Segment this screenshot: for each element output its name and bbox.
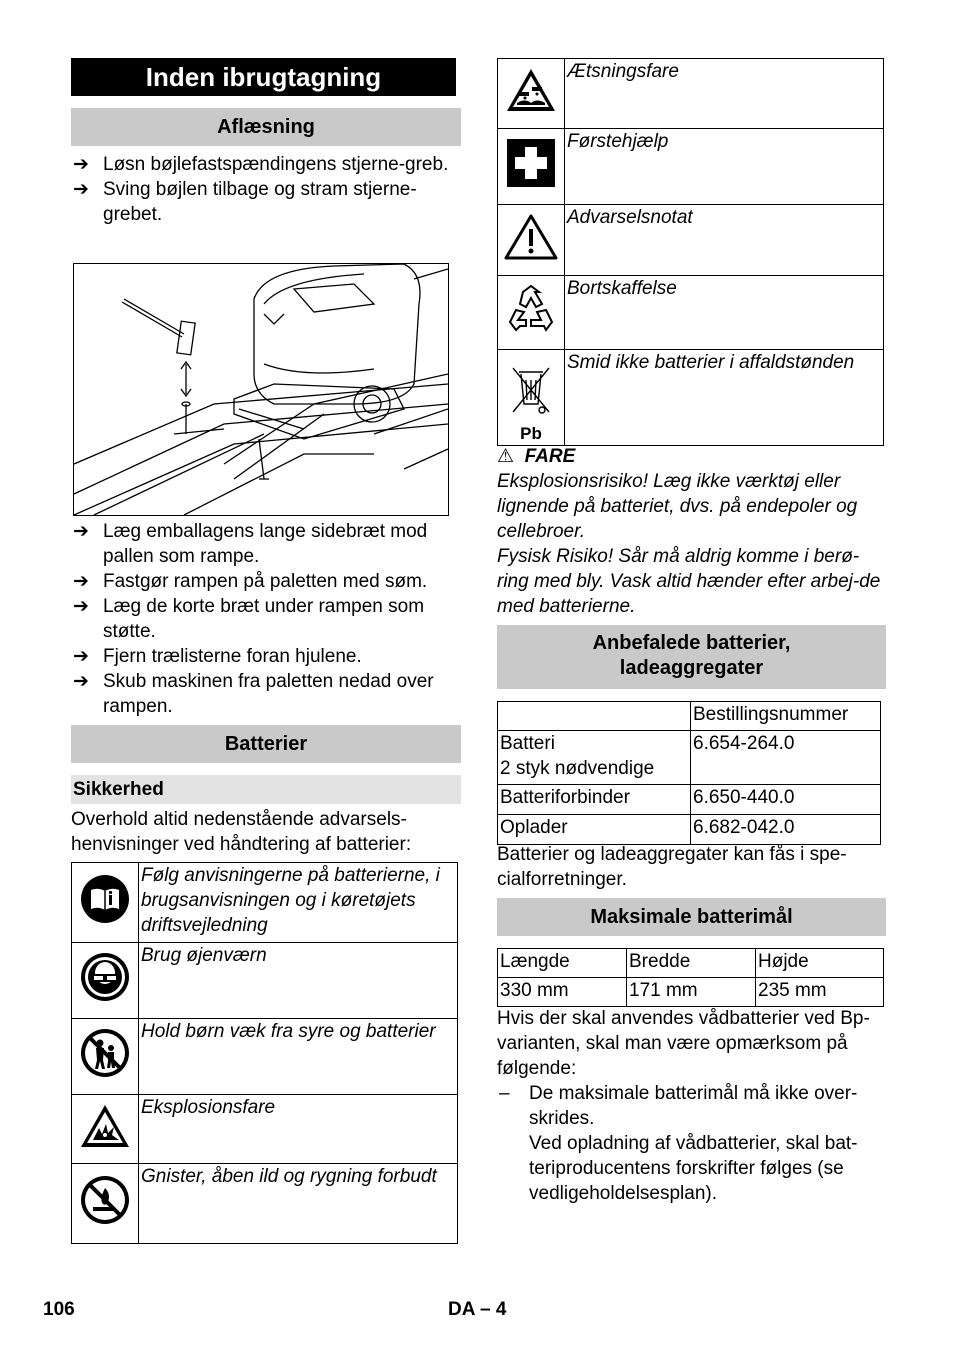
- arrow-right-icon: ➔: [73, 179, 89, 200]
- table-row: [498, 276, 884, 350]
- page-title: Inden ibrugtagning: [71, 58, 456, 96]
- table-row: [72, 1164, 458, 1244]
- symbol-text: Førstehjælp: [565, 129, 884, 205]
- unloading-illustration: [73, 263, 449, 516]
- table-row: Længde Bredde Højde: [498, 949, 884, 978]
- unloading-steps-a: [71, 152, 451, 227]
- table-row: Bestillingsnummer: [498, 702, 881, 731]
- arrow-right-icon: ➔: [73, 571, 89, 592]
- max-dims-table: [497, 948, 884, 1007]
- danger-text-explosion: Eksplosionsrisiko! Læg ikke værktøj eller lignende på batteriet, dvs. på endepoler og cellebroer.: [497, 471, 858, 542]
- machine-on-pallet-illustration: [74, 264, 448, 515]
- max-dims-text: Hvis der skal anvendes vådbatterier ved Bp-varianten, skal man være opmærksom på følgende: – De maksimale batterimål må ikke over-skrides. Ved opladning af vådbatterier, skal bat-teriproducentens forskrifter følges (se vedligeholdelsesplan).: [497, 1006, 887, 1206]
- arrow-right-icon: ➔: [73, 521, 89, 542]
- pb-label: Pb: [520, 424, 542, 443]
- recycling-icon: [504, 284, 558, 334]
- keep-children-away-icon: [79, 1027, 131, 1079]
- first-aid-icon: [506, 138, 556, 188]
- table-row: [72, 1095, 458, 1164]
- section-heading-recommended: Anbefalede batterier, ladeaggregater: [497, 625, 886, 689]
- section-footer: DA – 4: [448, 1299, 507, 1320]
- subheading-safety: Sikkerhed: [71, 775, 461, 804]
- symbol-text: Følg anvisningerne på batterierne, i brugsanvisningen og i køretøjets driftsvejledning: [139, 863, 458, 943]
- danger-text-physical: Fysisk Risiko! Sår må aldrig komme i berø-ring med bly. Vask altid hænder efter arbej-de med batterierne.: [497, 546, 881, 617]
- no-fire-smoking-icon: [79, 1174, 131, 1226]
- table-row: Oplader 6.682-042.0: [498, 815, 881, 845]
- table-row: [498, 205, 884, 276]
- list-item: ➔ Skub maskinen fra paletten nedad over rampen.: [73, 671, 434, 717]
- danger-label-line: [497, 444, 887, 469]
- symbol-text: Gnister, åben ild og rygning forbudt: [139, 1164, 458, 1244]
- table-row: Batteriforbinder 6.650-440.0: [498, 785, 881, 815]
- unloading-steps-b: [71, 519, 461, 719]
- arrow-right-icon: ➔: [73, 596, 89, 617]
- symbol-text: Eksplosionsfare: [139, 1095, 458, 1164]
- section-heading-batteries: Batterier: [71, 725, 461, 763]
- no-bin-pb-icon: [509, 366, 553, 418]
- danger-block: [497, 444, 887, 619]
- list-item: ➔ Løsn bøjlefastspændingens stjerne-greb.: [73, 154, 449, 175]
- recommended-note: Batterier og ladeaggregater kan fås i spe-cialforretninger.: [497, 844, 847, 890]
- table-row: [498, 129, 884, 205]
- symbol-text: Smid ikke batterier i affaldstønden: [565, 350, 884, 446]
- section-heading-unloading: Aflæsning: [71, 108, 461, 146]
- list-item: – De maksimale batterimål må ikke over-skrides. Ved opladning af vådbatterier, skal bat-teriproducentens forskrifter følges (se vedligeholdelsesplan).: [499, 1083, 858, 1204]
- list-item: ➔ Fjern trælisterne foran hjulene.: [73, 646, 362, 667]
- symbol-text: Advarselsnotat: [565, 205, 884, 276]
- manual-info-icon: [79, 873, 131, 925]
- safety-intro: Overhold altid nedenstående advarsels-henvisninger ved håndtering af batterier:: [71, 809, 412, 855]
- arrow-right-icon: ➔: [73, 154, 89, 175]
- table-row: [72, 943, 458, 1019]
- list-item: ➔ Læg emballagens lange sidebræt mod pallen som rampe.: [73, 521, 428, 567]
- symbol-text: Hold børn væk fra syre og batterier: [139, 1019, 458, 1095]
- warning-triangle-icon: ⚠: [497, 446, 515, 467]
- list-item: ➔ Sving bøjlen tilbage og stram stjerne-grebet.: [73, 179, 417, 225]
- table-row: [498, 350, 884, 446]
- table-row: 330 mm 171 mm 235 mm: [498, 978, 884, 1007]
- list-item: ➔ Læg de korte bræt under rampen som støtte.: [73, 596, 425, 642]
- table-row: [498, 59, 884, 129]
- symbol-text: Brug øjenværn: [139, 943, 458, 1019]
- explosion-hazard-icon: [79, 1102, 131, 1150]
- safety-symbols-table-right: [497, 58, 884, 446]
- arrow-right-icon: ➔: [73, 671, 89, 692]
- symbol-text: Ætsningsfare: [565, 59, 884, 129]
- list-item: ➔ Fastgør rampen på paletten med søm.: [73, 571, 428, 592]
- safety-symbols-table-left: [71, 862, 458, 1244]
- section-heading-max-dims: Maksimale batterimål: [497, 898, 886, 936]
- recommended-parts-table: [497, 701, 881, 845]
- table-row: [72, 1019, 458, 1095]
- corrosion-hazard-icon: [505, 67, 557, 113]
- table-row: [72, 863, 458, 943]
- warning-icon: [504, 213, 558, 261]
- symbol-text: Bortskaffelse: [565, 276, 884, 350]
- arrow-right-icon: ➔: [73, 646, 89, 667]
- danger-label: FARE: [524, 446, 576, 467]
- table-row: Batteri 2 styk nødvendige 6.654-264.0: [498, 731, 881, 785]
- eye-protection-icon: [79, 951, 131, 1003]
- page-number: 106: [43, 1299, 75, 1320]
